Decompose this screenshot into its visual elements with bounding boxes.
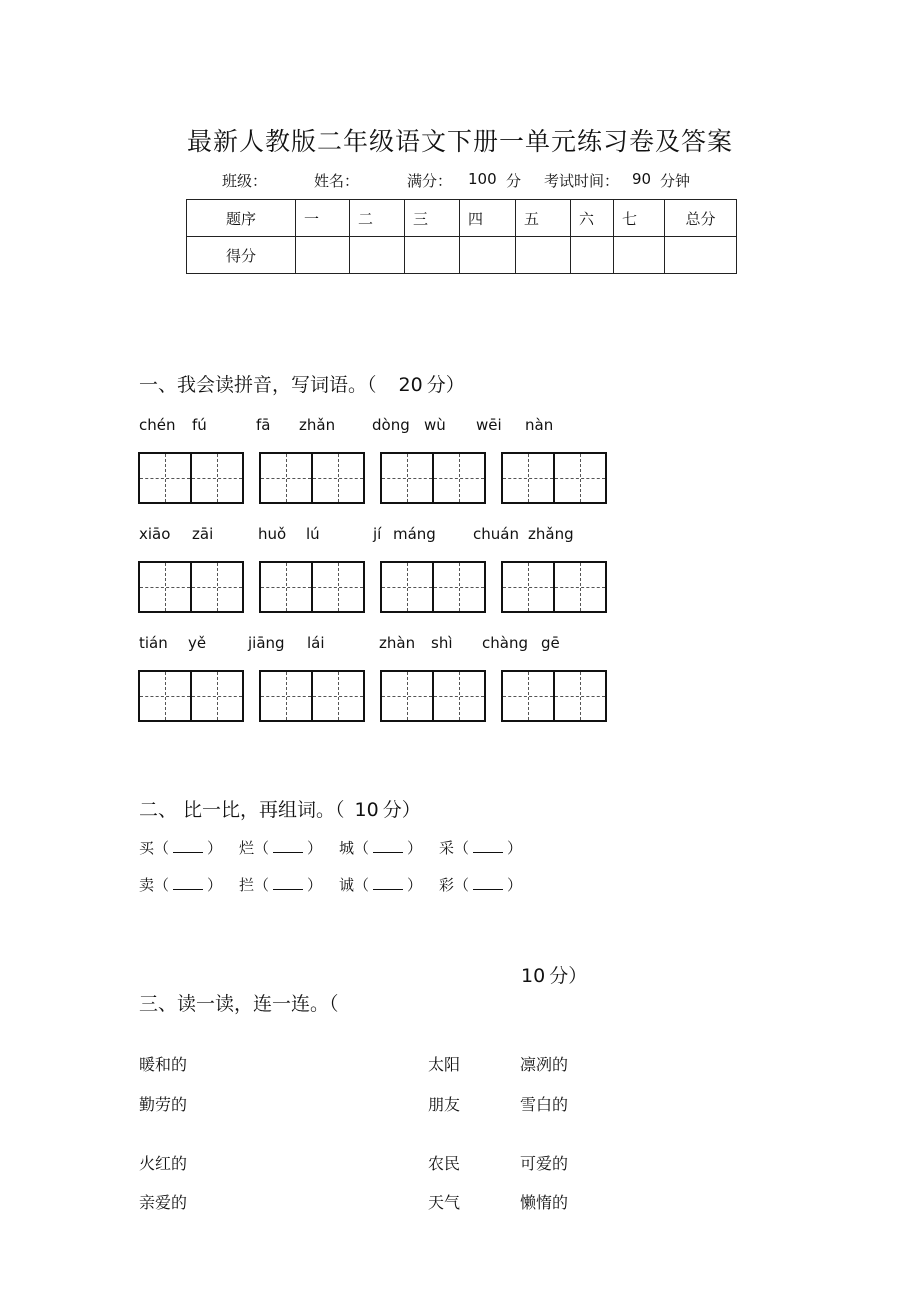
page-title: 最新人教版二年级语文下册一单元练习卷及答案 [186, 127, 733, 156]
section3-title-suffix: 分） [549, 965, 588, 987]
pinyin: lú [306, 525, 320, 543]
grid-cell [190, 454, 242, 502]
match-right-item[interactable]: 可爱的 [520, 1154, 569, 1173]
pinyin: zāi [192, 525, 214, 543]
grid-cell [261, 672, 311, 720]
compare-item[interactable]: 烂（ ） [239, 839, 323, 857]
score-input-cell[interactable] [460, 237, 516, 274]
grid-cell [311, 563, 363, 611]
match-left-item[interactable]: 亲爱的 [139, 1193, 188, 1212]
section2-points: 10 [354, 799, 379, 821]
pinyin: jiāng [248, 634, 285, 652]
grid-cell [190, 563, 242, 611]
table-cell: 六 [571, 200, 614, 237]
grid-cell [261, 563, 311, 611]
table-cell: 一 [296, 200, 350, 237]
time-unit: 分钟 [660, 172, 691, 190]
section3-points-line [521, 961, 587, 988]
grid-cell [503, 563, 553, 611]
pinyin: tián [139, 634, 168, 652]
section3-points: 10 [521, 965, 546, 987]
table-cell: 七 [614, 200, 665, 237]
compare-item[interactable]: 彩（ ） [439, 876, 523, 894]
compare-item[interactable]: 卖（ ） [139, 876, 223, 894]
pinyin: wù [424, 416, 446, 434]
grid-cell [382, 454, 432, 502]
pinyin: wēi [476, 416, 502, 434]
grid-cell [311, 672, 363, 720]
class-label: 班级： [222, 172, 268, 190]
pinyin: máng [393, 525, 436, 543]
grid-cell [261, 454, 311, 502]
pinyin: lái [307, 634, 325, 652]
time-value: 90 [632, 170, 652, 188]
table-cell: 五 [516, 200, 571, 237]
writing-grid[interactable] [259, 670, 365, 722]
pinyin: fā [256, 416, 271, 434]
full-score-value: 100 [468, 170, 497, 188]
pinyin: chén [139, 416, 176, 434]
pinyin: jí [373, 525, 382, 543]
section2-title-prefix: 二、 比一比，再组词。（ [139, 799, 345, 821]
section2-title-suffix: 分） [382, 799, 421, 821]
compare-row [139, 837, 539, 858]
writing-grid[interactable] [501, 670, 607, 722]
match-right-item[interactable]: 凛冽的 [520, 1055, 569, 1074]
score-input-cell[interactable] [405, 237, 460, 274]
score-input-cell[interactable] [350, 237, 405, 274]
section2-title [139, 795, 421, 822]
writing-grid[interactable] [501, 452, 607, 504]
section1-title-suffix: 分） [426, 374, 465, 396]
score-table [186, 199, 737, 274]
full-score-label: 满分： [407, 172, 453, 190]
pinyin: chuán [473, 525, 519, 543]
section1-points: 20 [398, 374, 423, 396]
match-middle-item[interactable]: 天气 [428, 1193, 461, 1212]
writing-grid[interactable] [380, 561, 486, 613]
compare-item[interactable]: 买（ ） [139, 839, 223, 857]
grid-cell [140, 563, 190, 611]
table-cell: 得分 [187, 237, 296, 274]
score-input-cell[interactable] [614, 237, 665, 274]
match-right-item[interactable]: 雪白的 [520, 1095, 569, 1114]
match-middle-item[interactable]: 太阳 [428, 1055, 461, 1074]
table-cell: 题序 [187, 200, 296, 237]
compare-row [139, 874, 539, 895]
grid-cell [382, 563, 432, 611]
pinyin: gē [541, 634, 560, 652]
table-cell: 二 [350, 200, 405, 237]
match-left-item[interactable]: 暖和的 [139, 1055, 188, 1074]
pinyin: zhàn [379, 634, 416, 652]
pinyin: xiāo [139, 525, 171, 543]
writing-grid[interactable] [259, 452, 365, 504]
score-table-score-row [187, 237, 737, 274]
grid-cell [432, 454, 484, 502]
section3-title: 三、读一读，连一连。（ [139, 993, 339, 1015]
pinyin: shì [431, 634, 453, 652]
grid-cell [553, 454, 605, 502]
time-label: 考试时间： [544, 172, 620, 190]
grid-cell [311, 454, 363, 502]
full-score-unit: 分 [506, 172, 522, 190]
score-input-cell[interactable] [516, 237, 571, 274]
writing-grid[interactable] [380, 670, 486, 722]
writing-grid[interactable] [501, 561, 607, 613]
grid-cell [553, 563, 605, 611]
writing-grid[interactable] [138, 670, 244, 722]
grid-cell [503, 454, 553, 502]
grid-cell [432, 563, 484, 611]
pinyin: chàng [482, 634, 528, 652]
pinyin: zhǎn [299, 416, 336, 434]
name-label: 姓名： [314, 172, 360, 190]
match-middle-item[interactable]: 农民 [428, 1154, 461, 1173]
writing-grid[interactable] [380, 452, 486, 504]
grid-cell [140, 672, 190, 720]
score-input-cell[interactable] [571, 237, 614, 274]
pinyin: fú [192, 416, 207, 434]
grid-cell [432, 672, 484, 720]
compare-item[interactable]: 采（ ） [439, 839, 523, 857]
grid-cell [140, 454, 190, 502]
grid-cell [553, 672, 605, 720]
pinyin: huǒ [258, 525, 287, 543]
pinyin: nàn [525, 416, 554, 434]
pinyin: zhǎng [528, 525, 574, 543]
section1-title-prefix: 一、我会读拼音，写词语。（ [139, 374, 377, 396]
compare-item[interactable]: 城（ ） [339, 839, 423, 857]
pinyin: dòng [372, 416, 410, 434]
grid-cell [503, 672, 553, 720]
score-table-header-row [187, 200, 737, 237]
grid-cell [382, 672, 432, 720]
match-middle-item[interactable]: 朋友 [428, 1095, 461, 1114]
compare-item[interactable]: 拦（ ） [239, 876, 323, 894]
score-input-cell[interactable] [296, 237, 350, 274]
table-cell: 四 [460, 200, 516, 237]
pinyin: yě [188, 634, 207, 652]
match-right-item[interactable]: 懒惰的 [520, 1193, 569, 1212]
match-left-item[interactable]: 勤劳的 [139, 1095, 188, 1114]
compare-item[interactable]: 诚（ ） [339, 876, 423, 894]
grid-cell [190, 672, 242, 720]
writing-grid[interactable] [259, 561, 365, 613]
match-left-item[interactable]: 火红的 [139, 1154, 188, 1173]
writing-grid[interactable] [138, 452, 244, 504]
writing-grid[interactable] [138, 561, 244, 613]
table-cell: 总分 [665, 200, 737, 237]
section1-title [139, 370, 465, 397]
table-cell: 三 [405, 200, 460, 237]
score-input-cell[interactable] [665, 237, 737, 274]
